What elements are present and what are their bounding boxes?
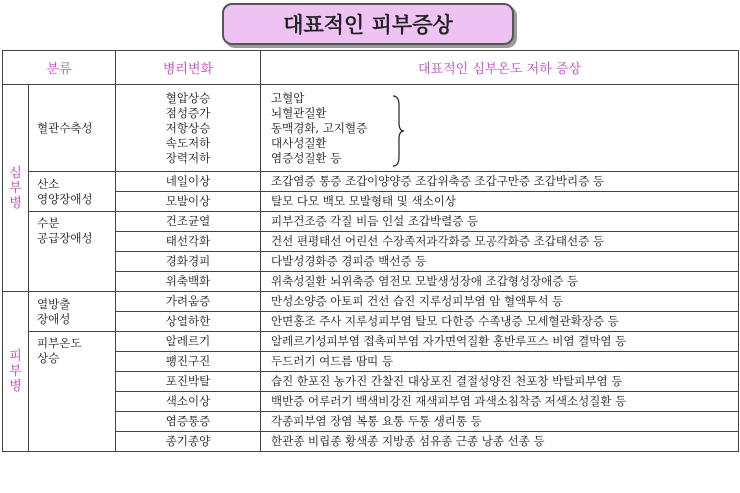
symptoms-cell: 다발성경화증 경피증 백선증 등 bbox=[261, 252, 739, 272]
group-deep: 심 부 병 bbox=[3, 85, 29, 292]
sub-temp: 피부온도 상승 bbox=[29, 332, 116, 452]
table-row bbox=[3, 292, 739, 312]
pathology-cell: 포진박탈 bbox=[116, 372, 261, 392]
symptoms-cell: 조갑염증 통증 조갑이양양증 조갑위축증 조갑구만증 조갑박리증 등 bbox=[261, 172, 739, 192]
symptoms-cell: 습진 한포진 농가진 간찰진 대상포진 결절성양진 천포창 박탈피부염 등 bbox=[261, 372, 739, 392]
pathology-vaso: 혈압상승 점성증가 저항상승 속도저하 장력저하 bbox=[116, 85, 261, 172]
right-brace-icon bbox=[391, 95, 405, 167]
pathology-cell: 위축백화 bbox=[116, 272, 261, 292]
symptoms-cell: 위축성질환 뇌위축증 염전모 모발생성장애 조갑형성장애증 등 bbox=[261, 272, 739, 292]
pathology-cell: 알레르기 bbox=[116, 332, 261, 352]
pathology-cell: 건조균열 bbox=[116, 212, 261, 232]
table-row bbox=[3, 85, 739, 172]
symptoms-cell: 알레르기성피부염 접촉피부염 자가면역질환 홍반루프스 비염 결막염 등 bbox=[261, 332, 739, 352]
page-title: 대표적인 피부증상 bbox=[222, 3, 514, 45]
symptoms-vaso: 고혈압 뇌혈관질환 동맥경화, 고지혈증 대사성질환 염증성질환 등 bbox=[261, 85, 739, 172]
symptom-table bbox=[2, 50, 739, 452]
table-row bbox=[3, 332, 739, 352]
symptoms-cell: 만성소양증 아토피 건선 습진 지루성피부염 암 혈액투석 등 bbox=[261, 292, 739, 312]
symptoms-cell: 한관종 비립종 황색종 지방종 섬유종 근종 낭종 선종 등 bbox=[261, 432, 739, 452]
pathology-cell: 네일이상 bbox=[116, 172, 261, 192]
sub-vaso: 혈관수축성 bbox=[29, 85, 116, 172]
pathology-cell: 염증통증 bbox=[116, 412, 261, 432]
header-symptoms: 대표적인 심부온도 저하 증상 bbox=[261, 51, 739, 85]
table-row bbox=[3, 172, 739, 192]
pathology-cell: 경화경피 bbox=[116, 252, 261, 272]
pathology-cell: 색소이상 bbox=[116, 392, 261, 412]
pathology-cell: 모발이상 bbox=[116, 192, 261, 212]
symptoms-cell: 건선 편평태선 어린선 수장족저과각화증 모공각화증 조갑태선증 등 bbox=[261, 232, 739, 252]
symptoms-cell: 백반증 어루러기 백색비강진 재색피부염 과색소침착증 저색소성질환 등 bbox=[261, 392, 739, 412]
table-row bbox=[3, 212, 739, 232]
symptoms-cell: 안면홍조 주사 지루성피부염 탈모 다한증 수족냉증 모세혈관확장증 등 bbox=[261, 312, 739, 332]
pathology-cell: 상열하한 bbox=[116, 312, 261, 332]
header-pathology: 병리변화 bbox=[116, 51, 261, 85]
pathology-cell: 종기종양 bbox=[116, 432, 261, 452]
sub-water: 수분 공급장애성 bbox=[29, 212, 116, 292]
group-skin: 피 부 병 bbox=[3, 292, 29, 452]
sub-heat: 열방출 장애성 bbox=[29, 292, 116, 332]
symptoms-cell: 탈모 다모 백모 모발형태 및 색소이상 bbox=[261, 192, 739, 212]
symptoms-cell: 피부건조증 각질 비듬 인설 조갑박렬증 등 bbox=[261, 212, 739, 232]
symptoms-cell: 두드러기 여드름 땀띠 등 bbox=[261, 352, 739, 372]
pathology-cell: 가려움증 bbox=[116, 292, 261, 312]
pathology-cell: 태선각화 bbox=[116, 232, 261, 252]
pathology-cell: 팽진구진 bbox=[116, 352, 261, 372]
table-header-row bbox=[3, 51, 739, 85]
header-category: 분류 bbox=[3, 51, 116, 85]
symptoms-cell: 각종피부염 장염 복통 요통 두통 생리통 등 bbox=[261, 412, 739, 432]
sub-oxygen: 산소 영양장애성 bbox=[29, 172, 116, 212]
